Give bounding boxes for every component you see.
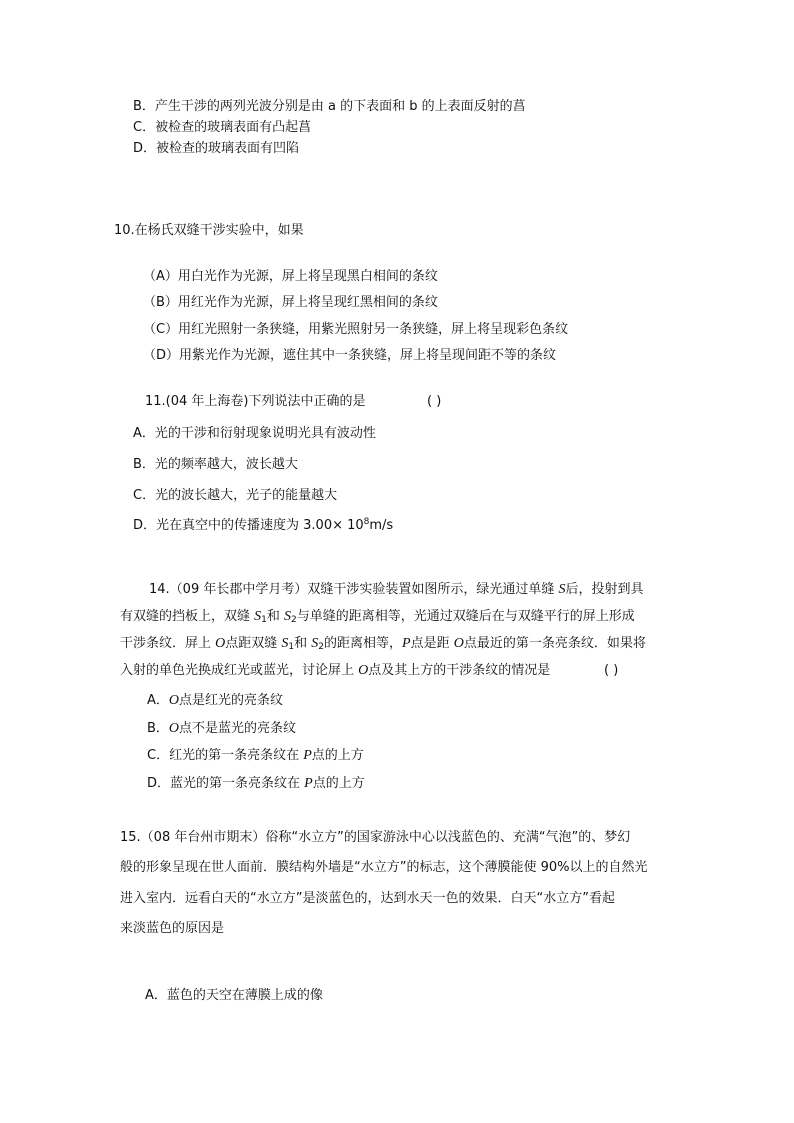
q14-b-pre: B． (147, 721, 169, 736)
q14-l3-var-S1: S (281, 636, 289, 651)
q11-stem: 11.(04 年上海卷)下列说法中正确的是 (145, 394, 366, 409)
q11-option-b: B．光的频率越大，波长越大 (133, 457, 298, 472)
q14-line-4 (120, 662, 550, 680)
q14-answer-paren: ( ) (604, 663, 619, 678)
q14-line-2 (120, 608, 635, 626)
q14-sub1: 1 (261, 615, 267, 625)
q15-line-1: 15.（08 年台州市期末）俗称“水立方”的国家游泳中心以浅蓝色的、充满“气泡”的、梦幻 (120, 830, 631, 845)
q14-l3-sub1: 1 (288, 642, 295, 652)
q15-line-2: 般的形象呈现在世人面前．膜结构外墙是“水立方”的标志，这个薄膜能使 90%以上的自然光 (120, 860, 648, 875)
q14-a-pre: A． (147, 693, 169, 708)
q10-stem: 10.在杨氏双缝干涉实验中，如果 (114, 223, 304, 238)
q14-l1-b: 后，投射到具 (565, 582, 644, 597)
q11-option-a: A．光的干涉和衍射现象说明光具有波动性 (133, 426, 376, 441)
q14-l4-b: 点及其上方的干涉条纹的情况是 (368, 663, 551, 678)
q10-option-c: （C）用红光照射一条狭缝，用紫光照射另一条狭缝，屏上将呈现彩色条纹 (143, 322, 569, 337)
q11-option-d (133, 517, 393, 535)
q14-d-post: 点的上方 (312, 776, 365, 791)
q10-option-d: （D）用紫光作为光源，遮住其中一条狭缝，屏上将呈现间距不等的条纹 (143, 348, 557, 363)
q14-l3-b: 点距双缝 (225, 636, 282, 651)
q14-option-b (147, 720, 296, 738)
q14-l3-var-S2: S (311, 636, 319, 651)
q14-l3-c: 和 (294, 636, 312, 651)
q14-b-post: 点不是蓝光的亮条纹 (179, 721, 297, 736)
q14-a-post: 点是红光的亮条纹 (179, 693, 284, 708)
q14-l2-a: 有双缝的挡板上，双缝 (120, 609, 255, 624)
q11-option-d-exponent: 8 (363, 517, 370, 527)
q15-line-3: 进入室内．远看白天的“水立方”是淡蓝色的，达到水天一色的效果．白天“水立方”看起 (120, 891, 615, 906)
q14-l3-var-O: O (453, 636, 464, 651)
q14-c-pre: C．红光的第一条亮条纹在 (147, 748, 304, 763)
q14-b-var-O: O (168, 721, 180, 736)
q11-option-c: C．光的波长越大，光子的能量越大 (133, 488, 338, 503)
q14-var-O: O (215, 636, 226, 651)
q14-l4-var-O: O (358, 663, 369, 678)
q11-answer-paren: ( ) (427, 394, 442, 409)
q14-d-pre: D．蓝光的第一条亮条纹在 (147, 776, 305, 791)
q14-l2-b: 与单缝的距离相等，光通过双缝后在与双缝平行的屏上形成 (296, 609, 635, 624)
q14-l2-and: 和 (266, 609, 285, 624)
q14-l3-e: 点是距 (410, 636, 454, 651)
q14-sub2: 2 (291, 615, 297, 625)
q10-option-a: （A）用白光作为光源，屏上将呈现黑白相间的条纹 (143, 269, 438, 284)
q14-l3-a: 干涉条纹．屏上 (120, 636, 216, 651)
q14-option-c (147, 747, 364, 765)
q14-a-var-O: O (168, 693, 180, 708)
q15-option-a: A．蓝色的天空在薄膜上成的像 (145, 988, 323, 1003)
q15-line-4: 来淡蓝色的原因是 (120, 921, 225, 936)
q14-var-P: P (402, 636, 411, 651)
q14-l4-a: 入射的单色光换成红光或蓝光，讨论屏上 (120, 663, 359, 678)
q14-var-S: S (558, 582, 566, 597)
q14-line-1 (149, 581, 644, 599)
q9-option-d: D．被检查的玻璃表面有凹陷 (133, 141, 300, 156)
q14-c-var-P: P (303, 748, 312, 763)
q14-l3-f: 点最近的第一条亮条纹．如果将 (463, 636, 646, 651)
q14-var-S2: S (284, 609, 292, 624)
q11-option-d-text: D．光在真空中的传播速度为 3.00× 10 (133, 518, 364, 533)
q9-option-c: C．被检查的玻璃表面有凸起菖 (133, 120, 312, 135)
q10-option-b: （B）用红光作为光源，屏上将呈现红黑相间的条纹 (143, 295, 438, 310)
q14-option-a (147, 692, 283, 710)
q14-d-var-P: P (304, 776, 313, 791)
q14-option-d (147, 775, 365, 793)
q14-l1-a: 14.（09 年长郡中学月考）双缝干涉实验装置如图所示，绿光通过单缝 (149, 582, 559, 597)
q9-option-b: B．产生干涉的两列光波分别是由 a 的下表面和 b 的上表面反射的菖 (133, 99, 526, 114)
q14-c-post: 点的上方 (311, 748, 364, 763)
q14-l3-sub2: 2 (318, 642, 325, 652)
q11-option-d-unit: m/s (369, 518, 394, 533)
q14-l3-d: 的距离相等， (324, 636, 403, 651)
q14-var-S1: S (254, 609, 262, 624)
q14-line-3 (120, 635, 646, 653)
